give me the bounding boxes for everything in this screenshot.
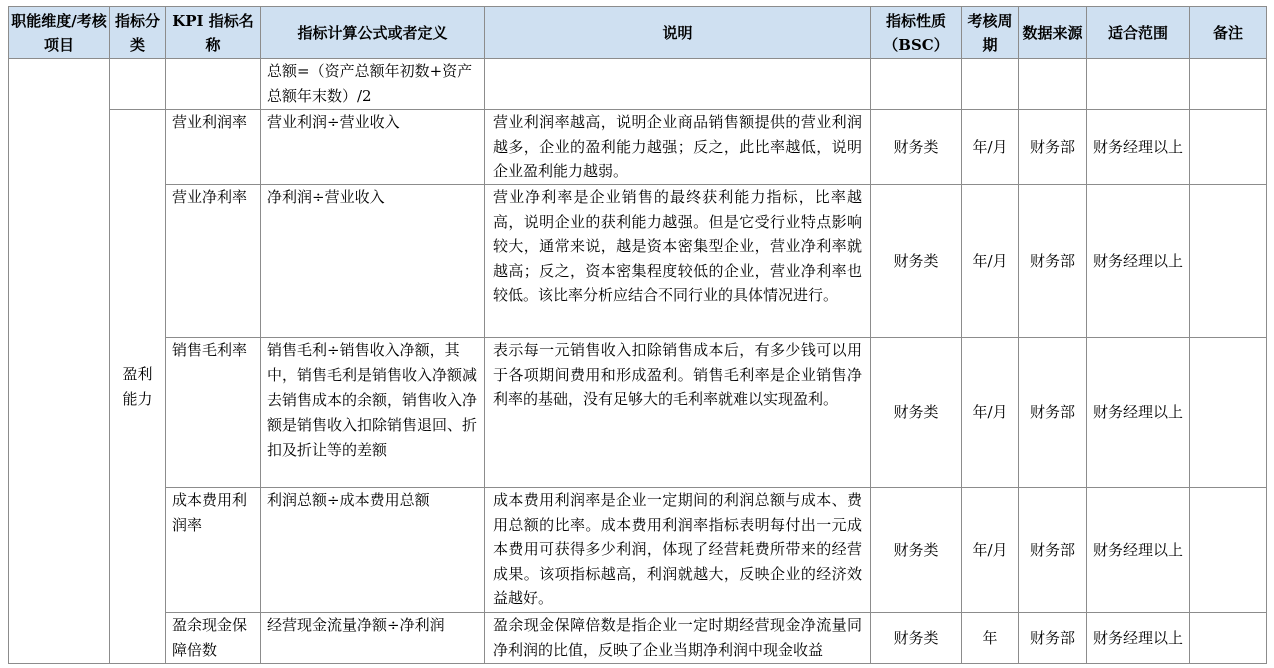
category-cell xyxy=(110,59,166,110)
header-remarks: 备注 xyxy=(1190,7,1267,59)
kpi-name-cell: 盈余现金保障倍数 xyxy=(166,613,261,664)
source-cell: 财务部 xyxy=(1019,613,1087,664)
kpi-name-cell: 营业净利率 xyxy=(166,185,261,338)
remarks-cell xyxy=(1190,488,1267,613)
period-cell: 年/月 xyxy=(962,110,1019,185)
remarks-cell xyxy=(1190,59,1267,110)
dimension-cell xyxy=(9,59,110,664)
description-cell: 营业净利率是企业销售的最终获利能力指标，比率越高，说明企业的获利能力越强。但是它受行业特点影响较大，通常来说，越是资本密集型企业，营业净利率就越高；反之，资本密集程度较低的企业，营业净利率也较低。该比率分析应结合不同行业的具体情况进行。 xyxy=(485,185,871,338)
description-cell xyxy=(485,59,871,110)
remarks-cell xyxy=(1190,613,1267,664)
formula-cell: 净利润÷营业收入 xyxy=(261,185,485,338)
table-row xyxy=(9,110,1267,185)
description-cell: 盈余现金保障倍数是指企业一定时期经营现金净流量同净利润的比值，反映了企业当期净利润中现金收益 xyxy=(485,613,871,664)
scope-cell: 财务经理以上 xyxy=(1087,110,1190,185)
nature-cell: 财务类 xyxy=(871,185,962,338)
remarks-cell xyxy=(1190,110,1267,185)
scope-cell: 财务经理以上 xyxy=(1087,488,1190,613)
description-cell: 表示每一元销售收入扣除销售成本后，有多少钱可以用于各项期间费用和形成盈利。销售毛利率是企业销售净利率的基础，没有足够大的毛利率就难以实现盈利。 xyxy=(485,338,871,488)
description-cell: 成本费用利润率是企业一定期间的利润总额与成本、费用总额的比率。成本费用利润率指标表明每付出一元成本费用可获得多少利润，体现了经营耗费所带来的经营成果。该项指标越高，利润就越大，反映企业的经济效益越好。 xyxy=(485,488,871,613)
formula-cell: 利润总额÷成本费用总额 xyxy=(261,488,485,613)
nature-cell: 财务类 xyxy=(871,488,962,613)
period-cell: 年/月 xyxy=(962,488,1019,613)
header-kpi-name: KPI 指标名称 xyxy=(166,7,261,59)
header-category: 指标分类 xyxy=(110,7,166,59)
kpi-table xyxy=(8,6,1267,664)
nature-cell xyxy=(871,59,962,110)
source-cell: 财务部 xyxy=(1019,185,1087,338)
nature-cell: 财务类 xyxy=(871,110,962,185)
header-description: 说明 xyxy=(485,7,871,59)
kpi-name-cell xyxy=(166,59,261,110)
nature-cell: 财务类 xyxy=(871,338,962,488)
header-formula: 指标计算公式或者定义 xyxy=(261,7,485,59)
remarks-cell xyxy=(1190,338,1267,488)
formula-cell: 营业利润÷营业收入 xyxy=(261,110,485,185)
kpi-name-cell: 营业利润率 xyxy=(166,110,261,185)
remarks-cell xyxy=(1190,185,1267,338)
period-cell: 年/月 xyxy=(962,338,1019,488)
table-row xyxy=(9,613,1267,664)
table-row xyxy=(9,185,1267,338)
scope-cell: 财务经理以上 xyxy=(1087,185,1190,338)
kpi-name-cell: 成本费用利润率 xyxy=(166,488,261,613)
period-cell: 年 xyxy=(962,613,1019,664)
formula-cell: 总额=（资产总额年初数+资产总额年末数）/2 xyxy=(261,59,485,110)
period-cell xyxy=(962,59,1019,110)
formula-cell: 经营现金流量净额÷净利润 xyxy=(261,613,485,664)
category-cell: 盈利能力 xyxy=(110,110,166,664)
scope-cell: 财务经理以上 xyxy=(1087,338,1190,488)
source-cell xyxy=(1019,59,1087,110)
nature-cell: 财务类 xyxy=(871,613,962,664)
source-cell: 财务部 xyxy=(1019,338,1087,488)
header-source: 数据来源 xyxy=(1019,7,1087,59)
kpi-name-cell: 销售毛利率 xyxy=(166,338,261,488)
header-nature: 指标性质（BSC） xyxy=(871,7,962,59)
formula-cell: 销售毛利÷销售收入净额，其中，销售毛利是销售收入净额减去销售成本的余额，销售收入净额是销售收入扣除销售退回、折扣及折让等的差额 xyxy=(261,338,485,488)
header-scope: 适合范围 xyxy=(1087,7,1190,59)
source-cell: 财务部 xyxy=(1019,488,1087,613)
scope-cell: 财务经理以上 xyxy=(1087,613,1190,664)
table-row xyxy=(9,488,1267,613)
table-header xyxy=(9,7,1267,59)
source-cell: 财务部 xyxy=(1019,110,1087,185)
period-cell: 年/月 xyxy=(962,185,1019,338)
table-row xyxy=(9,338,1267,488)
description-cell: 营业利润率越高，说明企业商品销售额提供的营业利润越多，企业的盈利能力越强；反之，此比率越低，说明企业盈利能力越弱。 xyxy=(485,110,871,185)
header-period: 考核周期 xyxy=(962,7,1019,59)
scope-cell xyxy=(1087,59,1190,110)
table-row xyxy=(9,59,1267,110)
header-dimension: 职能维度/考核项目 xyxy=(9,7,110,59)
